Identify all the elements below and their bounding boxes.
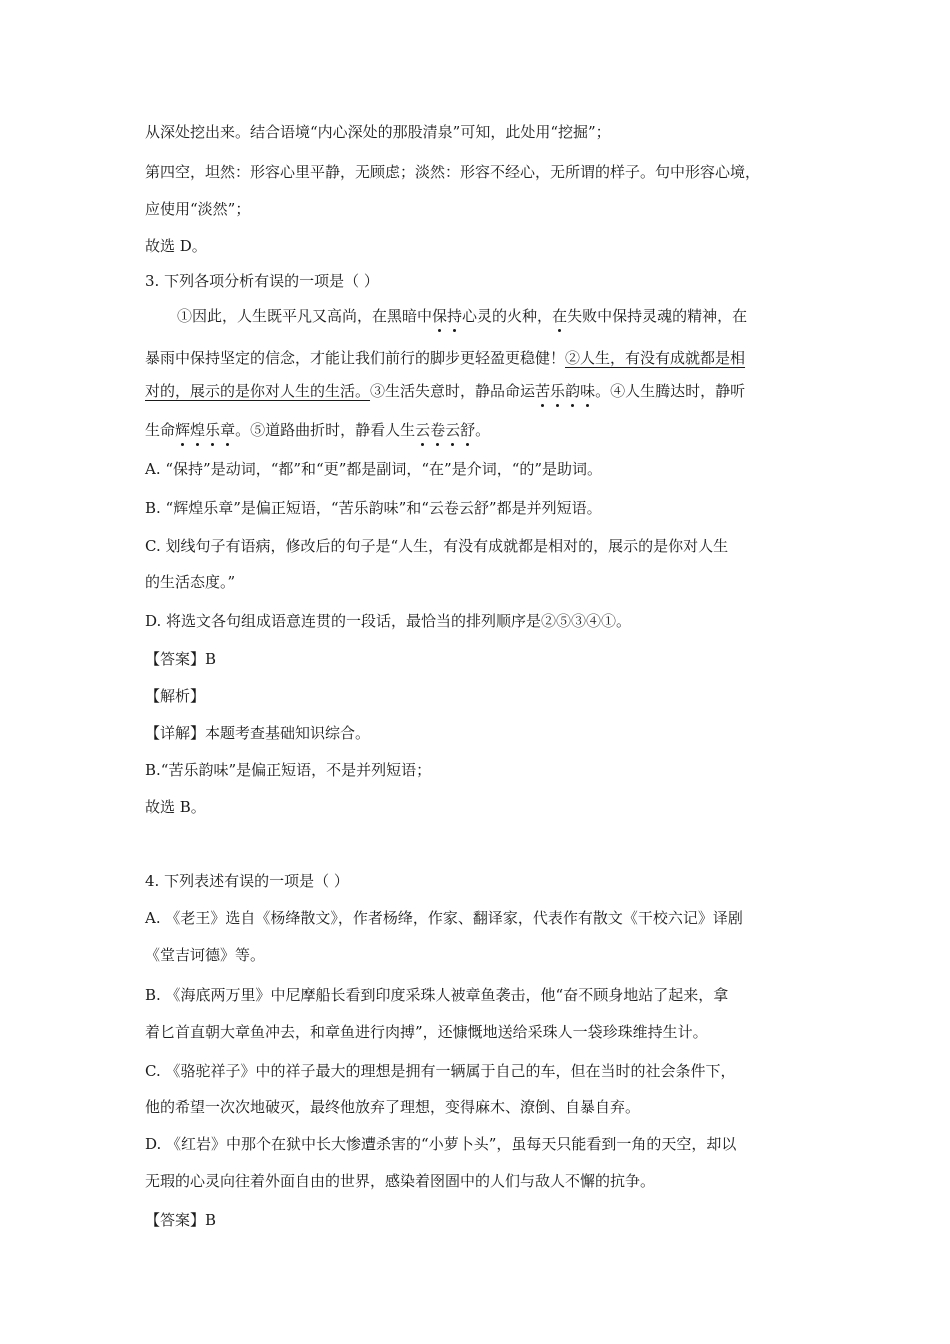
q2-explanation-line: 应使用“淡然”； (145, 200, 251, 218)
q3-option-c-cont: 的生活态度。” (145, 573, 236, 591)
q4-option-d: D. 《红岩》中那个在狱中长大惨遭杀害的“小萝卜头”，虽每天只能看到一角的天空，却以 (145, 1135, 737, 1153)
passage-text: 心灵的火种， (462, 307, 553, 325)
emphasis-dot-char: 韵 (565, 382, 581, 400)
emphasis-dot-char: 舒 (460, 421, 476, 439)
q4-option-c-cont: 他的希望一次次地破灭，最终他放弃了理想，变得麻木、潦倒、自暴自弃。 (145, 1098, 641, 1116)
emphasis-dot-char: 章 (220, 421, 236, 439)
emphasis-dot-char: 保 (432, 307, 448, 325)
emphasis-dot-char: 云 (415, 421, 431, 439)
dotted-word-baochi (432, 307, 462, 325)
emphasis-dot-char: 味 (580, 382, 596, 400)
emphasis-dot-char: 云 (445, 421, 461, 439)
passage-text: 。 (475, 421, 491, 439)
q4-option-a-cont: 《堂吉诃德》等。 (145, 946, 266, 964)
passage-text: ①因此，人生既平凡又高尚，在黑暗中 (177, 307, 433, 325)
q3-option-d: D. 将选文各句组成语意连贯的一段话，最恰当的排列顺序是②⑤③④①。 (145, 612, 632, 630)
passage-text: 。④人生腾达时，静听 (595, 382, 746, 400)
q3-passage-line (145, 348, 745, 368)
q3-option-a: A. “保持”是动词，“都”和“更”都是副词，“在”是介词，“的”是助词。 (145, 460, 603, 478)
q2-explanation-line: 第四空，坦然：形容心里平静，无顾虑；淡然：形容不经心，无所谓的样子。句中形容心境， (145, 163, 761, 181)
dotted-word-zai: 在 (552, 307, 568, 325)
q3-passage-line (145, 420, 490, 440)
emphasis-dot-char: 持 (447, 307, 463, 325)
q4-option-c: C. 《骆驼祥子》中的祥子最大的理想是拥有一辆属于自己的车，但在当时的社会条件下， (145, 1062, 736, 1080)
q4-option-d-cont: 无瑕的心灵向往着外面自由的世界，感染着囹圄中的人们与敌人不懈的抗争。 (145, 1172, 656, 1190)
q4-option-a: A. 《老王》选自《杨绛散文》，作者杨绛，作家、翻译家，代表作有散文《干校六记》译剧 (145, 909, 743, 927)
passage-text: 生命 (145, 421, 176, 439)
q3-analysis-heading: 【解析】 (145, 687, 206, 705)
q2-explanation-line: 从深处挖出来。结合语境“内心深处的那股清泉”可知，此处用“挖掘”； (145, 123, 611, 141)
q4-answer: 【答案】B (145, 1211, 217, 1229)
q3-answer: 【答案】B (145, 650, 217, 668)
passage-text: 。⑤道路曲折时，静看人生 (235, 421, 416, 439)
q3-option-c: C. 划线句子有语病，修改后的句子是“人生，有没有成就都是相对的，展示的是你对人生 (145, 537, 729, 555)
emphasis-dot-char: 卷 (430, 421, 446, 439)
emphasis-dot-char: 苦 (535, 382, 551, 400)
q3-option-b: B. “辉煌乐章”是偏正短语，“苦乐韵味”和“云卷云舒”都是并列短语。 (145, 499, 602, 517)
passage-text: 失败中保持灵魂的精神，在 (567, 307, 748, 325)
emphasis-dot-char: 乐 (205, 421, 221, 439)
passage-text: ③生活失意时，静品命运 (370, 382, 536, 400)
dotted-word-kulexunwei (535, 382, 595, 400)
q4-stem: 4. 下列表述有误的一项是（ ） (145, 872, 349, 890)
q4-option-b: B. 《海底两万里》中尼摩船长看到印度采珠人被章鱼袭击，他“奋不顾身地站了起来，拿 (145, 986, 729, 1004)
dotted-word-yunjuanyunshu (415, 421, 475, 439)
underlined-sentence: ②人生，有没有成就都是相 (565, 349, 746, 367)
emphasis-dot-char: 辉 (175, 421, 191, 439)
emphasis-dot-char: 煌 (190, 421, 206, 439)
q3-passage-line (145, 381, 745, 401)
q2-conclusion: 故选 D。 (145, 237, 207, 255)
q3-passage-line (177, 306, 747, 326)
dotted-word-huihuangyuezhang (175, 421, 235, 439)
emphasis-dot-char: 乐 (550, 382, 566, 400)
underlined-sentence: 对的，展示的是你对人生的生活。 (145, 382, 371, 400)
q3-explanation: B.“苦乐韵味”是偏正短语，不是并列短语； (145, 761, 432, 779)
q4-option-b-cont: 着匕首直朝大章鱼冲去，和章鱼进行肉搏”，还慷慨地送给采珠人一袋珍珠维持生计。 (145, 1023, 708, 1041)
q3-conclusion: 故选 B。 (145, 798, 206, 816)
passage-text: 暴雨中保持坚定的信念，才能让我们前行的脚步更轻盈更稳健！ (145, 349, 566, 367)
q3-detail: 【详解】本题考查基础知识综合。 (145, 724, 371, 742)
q3-stem: 3. 下列各项分析有误的一项是（ ） (145, 272, 379, 290)
